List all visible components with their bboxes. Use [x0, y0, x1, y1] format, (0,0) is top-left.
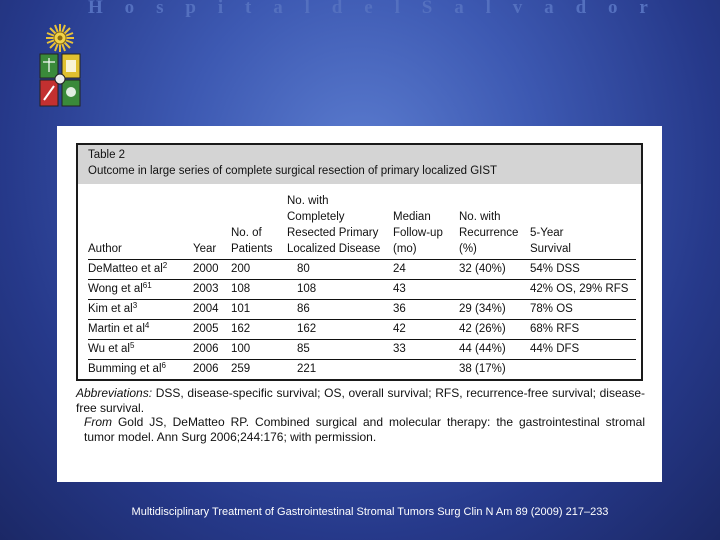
reference-number: 61 [142, 281, 152, 290]
table-caption-band [78, 145, 641, 184]
col-year: Year [193, 193, 231, 260]
hospital-title-letter: a [454, 0, 464, 18]
results-table [88, 193, 636, 379]
author-name: Martin et al [88, 323, 145, 335]
cell-patients: 101 [231, 300, 287, 320]
cell-followup: 42 [393, 320, 459, 340]
cell-patients: 108 [231, 280, 287, 300]
cell-resected: 108 [287, 280, 393, 300]
source-note [76, 415, 645, 444]
hospital-title [88, 0, 648, 19]
author-name: DeMatteo et al [88, 263, 163, 275]
hospital-title-letter: l [394, 0, 400, 18]
cell-survival: 68% RFS [530, 320, 636, 340]
col-author: Author [88, 193, 193, 260]
cell-author [88, 300, 193, 320]
table-row [88, 280, 636, 300]
hospital-title-letter: l [485, 0, 491, 18]
reference-number: 4 [144, 321, 150, 330]
table-notes [76, 386, 645, 444]
cell-survival: 54% DSS [530, 260, 636, 280]
cell-resected: 221 [297, 363, 317, 375]
hospital-title-letter: r [639, 0, 648, 18]
cell-followup: 43 [393, 280, 459, 300]
author-name: Kim et al [88, 303, 133, 315]
col-resected: No. with Completely Resected Primary Localized Disease [287, 193, 393, 260]
cell-survival: 42% OS, 29% RFS [530, 280, 636, 300]
table-row [88, 320, 636, 340]
abbreviations-text: DSS, disease-specific survival; OS, overall survival; RFS, recurrence-free survival; disease-free survival. [76, 386, 645, 415]
cell-year: 2003 [193, 280, 231, 300]
cell-followup: 33 [393, 340, 459, 360]
cell-recurrence: 29 (34%) [459, 300, 530, 320]
table-row [88, 340, 636, 360]
abbreviations-label: Abbreviations: [76, 386, 153, 400]
cell-patients: 259 [231, 363, 251, 375]
cell-author [88, 320, 193, 340]
cell-followup [393, 360, 459, 380]
cell-followup: 36 [393, 300, 459, 320]
cell-recurrence [459, 280, 530, 300]
cell-author [88, 260, 193, 280]
cell-year: 2005 [193, 320, 231, 340]
table-number: Table 2 [88, 149, 126, 161]
cell-author [88, 340, 193, 360]
col-recurrence: No. with Recurrence (%) [459, 193, 530, 260]
source-label: From [84, 415, 112, 429]
slide-card [57, 126, 662, 482]
col-patients: No. of Patients [231, 193, 287, 260]
hospital-title-letter: l [304, 0, 310, 18]
cell-recurrence: 32 (40%) [459, 260, 530, 280]
cell-survival: 78% OS [530, 300, 636, 320]
table-row [88, 300, 636, 320]
cell-year: 2006 [193, 363, 219, 375]
reference-number: 6 [161, 361, 166, 370]
table-body [88, 260, 636, 380]
cell-patients: 200 [231, 260, 287, 280]
col-followup: Median Follow-up (mo) [393, 193, 459, 260]
cell-year: 2004 [193, 300, 231, 320]
hospital-title-letter: p [185, 0, 196, 18]
slide-citation: Multidisciplinary Treatment of Gastrointestinal Stromal Tumors Surg Clin N Am 89 (2009) 217–233 [131, 506, 609, 518]
cell-author [88, 360, 193, 380]
table-caption: Outcome in large series of complete surgical resection of primary localized GIST [88, 165, 498, 177]
author-name: Wong et al [88, 283, 143, 295]
hospital-title-letter: o [124, 0, 135, 18]
cell-survival: 44% DFS [530, 340, 636, 360]
hospital-title-letter: d [331, 0, 343, 18]
cell-resected: 86 [287, 300, 393, 320]
hospital-title-letter: t [245, 0, 252, 18]
hospital-title-letter: S [421, 0, 433, 18]
cell-recurrence: 44 (44%) [459, 340, 530, 360]
author-name: Bumming et al [88, 363, 162, 375]
reference-number: 2 [162, 261, 168, 270]
reference-number: 3 [132, 301, 138, 310]
table-header-row [88, 193, 636, 260]
cell-recurrence: 42 (26%) [459, 320, 530, 340]
hospital-title-letter: a [273, 0, 283, 18]
hospital-title-letter: e [364, 0, 373, 18]
hospital-title-letter: H [88, 0, 103, 18]
hospital-title-letter: d [575, 0, 587, 18]
cell-year: 2000 [193, 260, 231, 280]
cell-followup: 24 [393, 260, 459, 280]
cell-resected: 85 [287, 340, 393, 360]
cell-recurrence: 38 (17%) [459, 363, 506, 375]
cell-patients: 100 [231, 340, 287, 360]
hospital-title-letter: i [217, 0, 224, 18]
cell-survival [530, 360, 636, 380]
table-row [88, 360, 636, 380]
cell-patients: 162 [231, 320, 287, 340]
cell-resected: 80 [287, 260, 393, 280]
table-row [88, 260, 636, 280]
source-text: Gold JS, DeMatteo RP. Combined surgical and molecular therapy: the gastrointestinal stromal tumor model. Ann Surg 2006;244:176; with permission. [84, 415, 645, 444]
hospital-title-letter: v [512, 0, 523, 18]
cell-resected: 162 [287, 320, 393, 340]
abbreviations-note [76, 386, 645, 415]
hospital-title-letter: a [544, 0, 554, 18]
cell-year: 2006 [193, 340, 231, 360]
col-survival: 5-Year Survival [530, 193, 636, 260]
table-frame [76, 143, 643, 381]
author-name: Wu et al [88, 343, 130, 355]
hospital-title-letter: s [156, 0, 164, 18]
hospital-title-letter: o [608, 0, 618, 18]
hospital-crest-icon [38, 22, 82, 112]
reference-number: 5 [129, 341, 135, 350]
cell-author [88, 280, 193, 300]
